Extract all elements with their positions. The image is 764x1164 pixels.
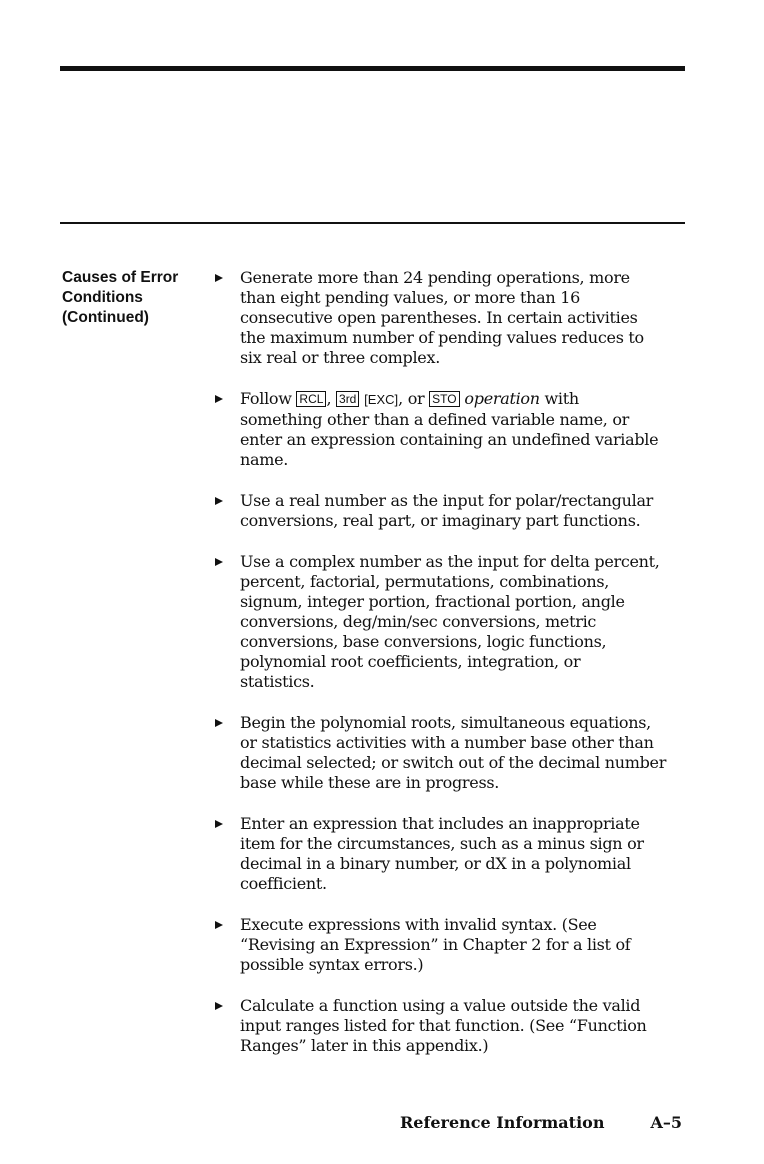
list-item <box>213 996 693 1056</box>
text-line: signum, integer portion, fractional portion, angle <box>240 592 625 611</box>
text-line: “Revising an Expression” in Chapter 2 for a list of <box>240 935 631 954</box>
exc-menu-label: [EXC] <box>364 392 399 407</box>
list-item <box>213 713 693 793</box>
text-line: Generate more than 24 pending operations, more <box>240 268 630 287</box>
text-line: possible syntax errors.) <box>240 955 424 974</box>
text-line: than eight pending values, or more than 16 <box>240 288 580 307</box>
list-item <box>213 552 693 692</box>
text-line: something other than a defined variable name, or <box>240 410 630 429</box>
text-line: the maximum number of pending values reduces to <box>240 328 644 347</box>
text-line: input ranges listed for that function. (See “Function <box>240 1016 647 1035</box>
text-line: Ranges” later in this appendix.) <box>240 1036 489 1055</box>
list-item <box>213 491 693 531</box>
side-heading <box>62 268 212 328</box>
text-line: Enter an expression that includes an inappropriate <box>240 814 640 833</box>
text-line: Begin the polynomial roots, simultaneous equations, <box>240 713 651 732</box>
section-rule <box>60 222 685 224</box>
arrow-bullet-icon <box>215 497 223 505</box>
text-line: percent, factorial, permutations, combinations, <box>240 572 610 591</box>
list-item <box>213 915 693 975</box>
text-fragment: with <box>539 389 579 408</box>
text-fragment: Follow <box>240 389 297 408</box>
rcl-key-label: RCL <box>296 391 326 407</box>
operation-term: operation <box>464 389 540 408</box>
text-line: polynomial root coefficients, integration, or <box>240 652 581 671</box>
text-line: Use a real number as the input for polar/rectangular <box>240 491 654 510</box>
text-line: conversions, base conversions, logic functions, <box>240 632 607 651</box>
side-heading-line: (Continued) <box>62 309 149 326</box>
text-line: Use a complex number as the input for delta percent, <box>240 552 660 571</box>
text-line: or statistics activities with a number base other than <box>240 733 654 752</box>
top-rule <box>60 66 685 71</box>
text-line: enter an expression containing an undefined variable <box>240 430 659 449</box>
text-line: decimal selected; or switch out of the decimal number <box>240 753 667 772</box>
footer-section-title: Reference Information <box>400 1113 605 1132</box>
arrow-bullet-icon <box>215 558 223 566</box>
text-line: statistics. <box>240 672 315 691</box>
text-line <box>240 389 693 410</box>
error-causes-list <box>213 268 693 1077</box>
text-line: coefficient. <box>240 874 327 893</box>
text-fragment: , or <box>398 389 430 408</box>
text-line: decimal in a binary number, or dX in a polynomial <box>240 854 631 873</box>
text-line: six real or three complex. <box>240 348 440 367</box>
arrow-bullet-icon <box>215 921 223 929</box>
text-line: item for the circumstances, such as a minus sign or <box>240 834 644 853</box>
third-key-label: 3rd <box>336 391 359 407</box>
arrow-bullet-icon <box>215 1002 223 1010</box>
text-line: Calculate a function using a value outside the valid <box>240 996 641 1015</box>
list-item <box>213 389 693 470</box>
list-item <box>213 814 693 894</box>
text-line: base while these are in progress. <box>240 773 500 792</box>
text-line: consecutive open parentheses. In certain activities <box>240 308 638 327</box>
list-item <box>213 268 693 368</box>
arrow-bullet-icon <box>215 274 223 282</box>
text-fragment: , <box>326 389 337 408</box>
text-line: name. <box>240 450 289 469</box>
arrow-bullet-icon <box>215 820 223 828</box>
side-heading-line: Causes of Error <box>62 269 179 286</box>
text-line: Execute expressions with invalid syntax. (See <box>240 915 597 934</box>
text-line: conversions, deg/min/sec conversions, metric <box>240 612 597 631</box>
side-heading-line: Conditions <box>62 289 143 306</box>
text-line: conversions, real part, or imaginary part functions. <box>240 511 641 530</box>
arrow-bullet-icon <box>215 719 223 727</box>
arrow-bullet-icon <box>215 395 223 403</box>
sto-key-label: STO <box>429 391 459 407</box>
page-number: A–5 <box>650 1113 682 1132</box>
